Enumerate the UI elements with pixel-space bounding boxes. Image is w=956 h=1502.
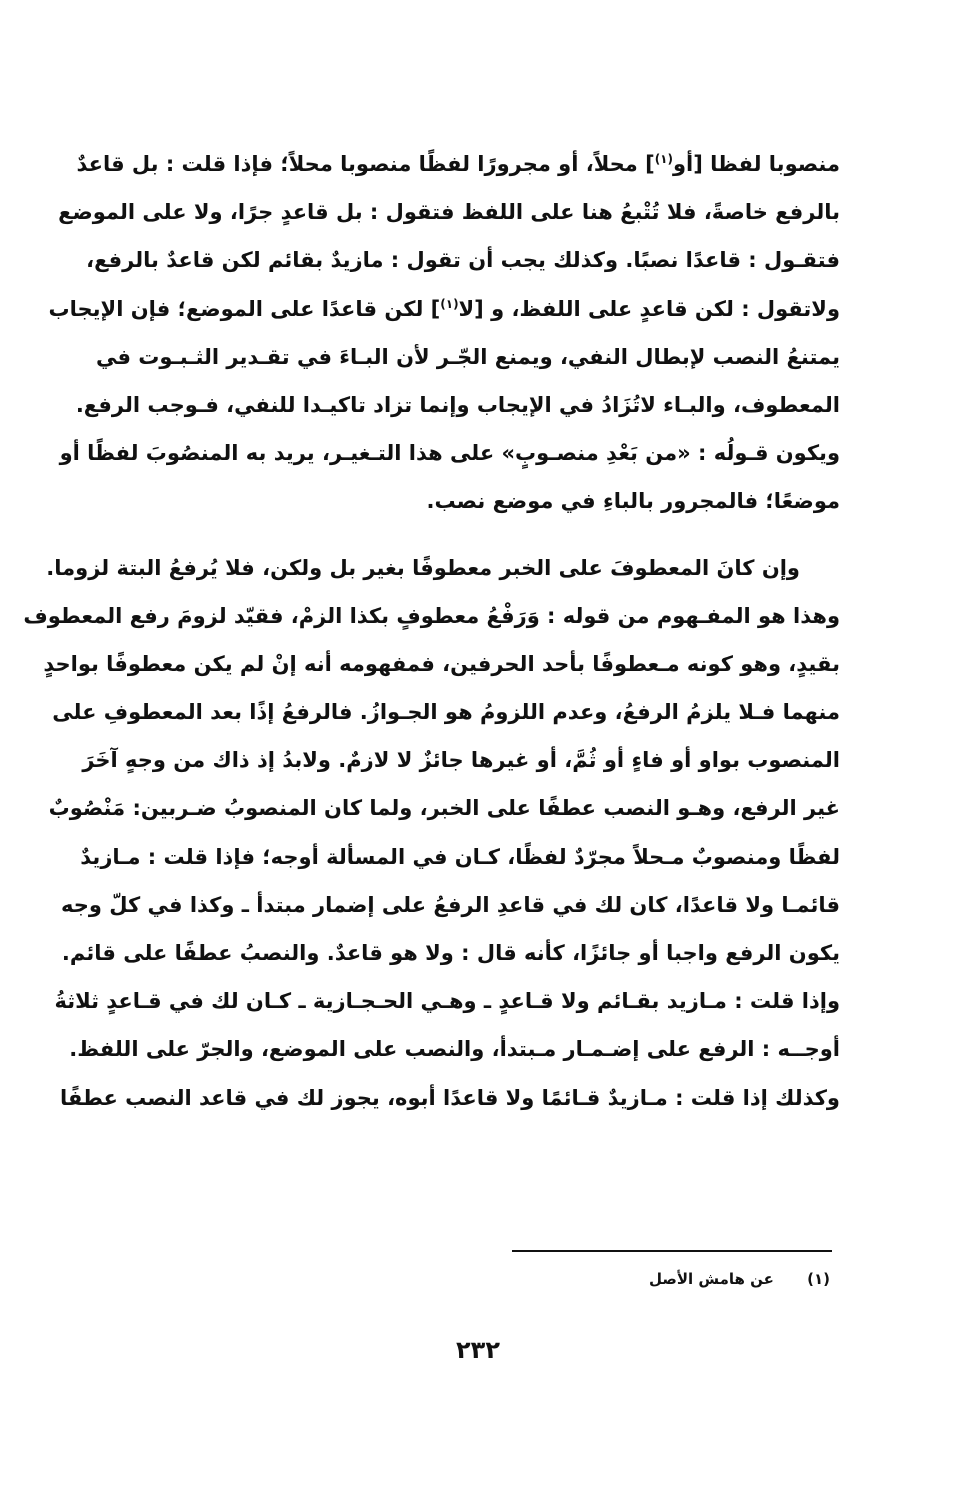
text-line: وإن كانَ المعطوفَ على الخبر معطوفًا بغير بل ولكن، فلا يُرفعُ البتة لزوما. bbox=[46, 555, 800, 580]
paragraph-1 bbox=[48, 140, 840, 526]
text-line: منهما فـلا يلزمُ الرفعُ، وعدم اللزومُ هو الجـوازُ. فالرفعُ إذًا بعد المعطوفِ على bbox=[52, 700, 840, 725]
text-line: لفظًا ومنصوبٌ مـحلاً مجرّدٌ لفظًا، كـان في المسألة أوجه؛ فإذا قلت : مـازيدٌ bbox=[80, 844, 840, 869]
text-line: بالرفع خاصةً، فلا تُتْبعُ هنا على اللفظ فتقول : بل قاعدٍ جرًا، ولا على الموضع bbox=[58, 200, 840, 225]
text-line: بقيدٍ، وهو كونه مـعطوفًا بأحد الحرفين، فمفهومه أنه إنْ لم يكن معطوفًا بواحدٍ bbox=[43, 651, 840, 676]
text-line: ولاتقول : لكن قاعدٍ على اللفظ، و [لا$^{(١)}$] لكن قاعدًا على الموضع؛ فإن الإيجاب bbox=[48, 296, 840, 321]
text-line: وكذلك إذا قلت : مـازيدٌ قـائمًا ولا قاعدًا أبوه، يجوز لك في قاعد النصب عطفًا bbox=[60, 1085, 840, 1110]
text-line: يكون الرفع واجبا أو جائزًا، كأنه قال : ولا هو قاعدٌ. والنصبُ عطفًا على قائم. bbox=[61, 941, 840, 965]
text-line: منصوبا لفظا [أو$^{(١)}$] محلاً، أو مجرورًا لفظًا منصوبا محلاً؛ فإذا قلت : بل قاعدٌ bbox=[76, 152, 840, 176]
footnote-separator bbox=[512, 1250, 832, 1252]
text-line: ويكون قـولُه : «من بَعْدِ منصـوبٍ» على هذا التـغيـر، يريد به المنصُوبَ لفظًا أو bbox=[59, 441, 840, 466]
text-line: غير الرفع، وهـو النصب عطفًا على الخبر، ولما كان المنصوبُ ضـربين: مَنْصُوبٌ bbox=[48, 796, 840, 821]
footnote-marker: (١) bbox=[440, 296, 459, 311]
text-line: وهذا هو المفـهوم من قوله : وَرَفْعُ معطوفٍ بكذا الزمْ، فقيّد لزومَ رفع المعطوف bbox=[23, 603, 840, 628]
main-text bbox=[23, 140, 840, 1122]
text-line: قائمـا ولا قاعدًا، كان لك في قاعدِ الرفعُ على إضمار مبتدأ ـ وكذا في كلّ وجه bbox=[61, 892, 840, 917]
footnote bbox=[649, 1270, 830, 1288]
paragraph-2 bbox=[23, 544, 840, 1122]
text-line: وإذا قلت : مـازيد بقـائم ولا قـاعدٍ ـ وهـي الحـجـازية ـ كـان لك في قـاعدٍ ثلاثةُ bbox=[54, 989, 840, 1014]
paragraph-gap bbox=[108, 526, 840, 544]
text-line: المعطوف، والبـاء لاتُزَادُ في الإيجاب وإنما تزاد تاكيـدا للنفي، فـوجب الرفع. bbox=[75, 392, 840, 417]
text-line: موضعًا؛ فالمجرور بالباءِ في موضع نصب. bbox=[426, 489, 840, 514]
footnote-text: عن هامش الأصل bbox=[648, 1270, 774, 1288]
page-number: ٢٣٢ bbox=[456, 1336, 500, 1364]
text-line: المنصوب بواو أو فاءٍ أو ثُمَّ، أو غيرها جائزٌ لا لازمٌ. ولابدُ إذ ذاك من وجهٍ آخَرَ bbox=[82, 748, 840, 773]
footnote-number: (١) bbox=[807, 1270, 830, 1288]
footnote-marker: (١) bbox=[654, 152, 673, 166]
text-line: أوجــه : الرفع على إضـمـار مـبتدأ، والنصب على الموضع، والجرّ على اللفظ. bbox=[69, 1037, 840, 1062]
text-line: فتقـول : قاعدًا نصبًا. وكذلك يجب أن تقول : مازيدٌ بقائم لكن قاعدٌ بالرفع، bbox=[86, 248, 840, 273]
text-line: يمتنعُ النصب لإبطال النفي، ويمنع الجّـر لأن البـاءَ في تقـدير الثـبـوت في bbox=[95, 344, 840, 369]
